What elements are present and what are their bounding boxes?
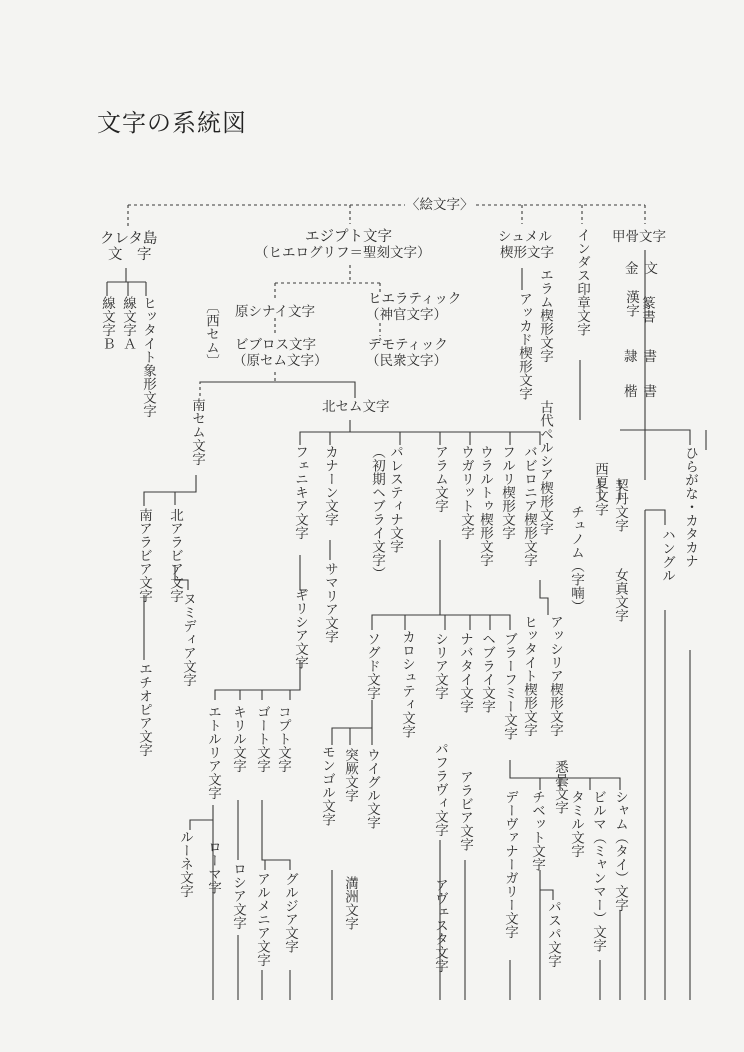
khitan-label: 契丹文字 (612, 478, 628, 532)
hanzi-label: 漢字 (623, 290, 639, 317)
rune-label: ルーネ文字 (177, 830, 193, 898)
north-semitic-split (300, 420, 440, 445)
indus-label: インダス印章文字 (574, 228, 590, 336)
hangul-label: ハングル (659, 528, 675, 582)
xixia-label: 西夏文字 (592, 462, 608, 516)
pahlavi-label: パフラヴィ文字 (432, 742, 448, 837)
byblos-link (200, 372, 275, 398)
ethiopic-label: エチオピア文字 (136, 662, 152, 757)
ugaritic-label: ウガリット文字 (458, 445, 474, 540)
sinhala-label: 悉曇文字 (552, 760, 568, 814)
zhuan-label: 篆書 (639, 296, 655, 323)
russian-label: ロシア文字 (230, 862, 246, 930)
devanagari-label: デーヴァナーガリー文字 (502, 790, 518, 939)
armenian-label: アルメニア文字 (254, 872, 270, 967)
south-semitic-link (144, 475, 196, 506)
china-branches (620, 250, 690, 480)
crete-label: クレタ島 (100, 231, 158, 247)
elam-label: エラム楔形文字 (537, 268, 553, 363)
palestinian-label-2: （初期ヘブライ文字） (369, 445, 385, 580)
demotic-label-2: （民衆文字） (366, 353, 447, 369)
phags-pa-label: パスパ文字 (545, 900, 561, 968)
west-semitic-label: 〔西セム〕 (203, 300, 219, 368)
demotic-label: デモティック (368, 337, 448, 353)
canaanite-label: カナーン文字 (322, 445, 338, 526)
proto-sinaitic-label: 原シナイ文字 (235, 304, 316, 320)
hebrew-label: ヘブライ文字 (479, 632, 495, 713)
akkad-label: アッカド楔形文字 (516, 292, 532, 400)
jurchen-label: 女真文字 (612, 568, 628, 622)
samaritan-label: サマリア文字 (322, 562, 338, 643)
cyrillic-label: キリル文字 (230, 705, 246, 773)
egypt-label: エジプト文字 (305, 229, 392, 245)
uighur-label: ウイグル文字 (364, 748, 380, 829)
etruscan-label: エトルリア文字 (205, 705, 221, 800)
south-arabian-label: 南アラビア文字 (136, 508, 152, 603)
nabataean-label: ナバタイ文字 (457, 632, 473, 713)
palestinian-label: パレスティナ文字 (387, 445, 403, 553)
phoenician-greek-link (300, 555, 306, 590)
hieratic-label: ヒエラティック (368, 291, 462, 307)
arabic-label: アラビア文字 (457, 770, 473, 851)
crete-branches (107, 268, 146, 296)
manchu-label: 満洲文字 (342, 876, 358, 930)
north-semitic-label: 北セム文字 (322, 399, 390, 415)
jiagu-label: 甲骨文字 (612, 229, 666, 245)
aramaic-label: アラム文字 (432, 445, 448, 513)
kai-label: 楷書 (624, 384, 663, 400)
thai-label: シャム（タイ）文字 (612, 790, 628, 912)
page-title: 文字の系統図 (97, 109, 247, 137)
sogdian-label: ソグド文字 (364, 632, 380, 700)
greek-label: ギリシア文字 (292, 588, 308, 669)
sumer-label: シュメル (498, 229, 552, 245)
kharosthi-label: カロシュティ文字 (399, 630, 415, 738)
egypt-branches (275, 265, 380, 300)
turkic-label: 突厥文字 (342, 748, 358, 802)
coptic-label: コプト文字 (275, 705, 291, 773)
babylonian-label: バビロニア楔形文字 (521, 445, 537, 567)
gothic-label: ゴート文字 (254, 705, 270, 773)
south-semitic-label: 南セム文字 (189, 398, 205, 466)
roman-label: ローマ字 (205, 840, 221, 894)
georgian-label: グルジア文字 (282, 872, 298, 953)
jinwen-label: 金文 (625, 261, 664, 277)
syriac-label: シリア文字 (432, 632, 448, 700)
byblos-label: ビブロス文字 (235, 337, 316, 353)
hittite-cuneiform-label: ヒッタイト楔形文字 (521, 615, 537, 737)
egypt-label-2: （ヒエログリフ＝聖刻文字） (255, 245, 431, 261)
hittite-hiero-label: ヒッタイト象形文字 (140, 296, 156, 418)
hurrian-label: フルリ楔形文字 (499, 445, 515, 540)
hiragana-label: ひらがな・カタカナ (682, 446, 698, 568)
li-label: 隷書 (624, 349, 663, 365)
mongol-label: モンゴル文字 (319, 745, 335, 826)
chu-nom-label: チュノム（字喃） (568, 505, 584, 613)
assyrian-label: アッシリア楔形文字 (547, 615, 563, 737)
burmese-label: ビルマ（ミャンマー）文字 (590, 790, 606, 952)
brahmi-label: ブラーフミー文字 (501, 632, 517, 740)
byblos-label-2: （原セム文字） (233, 353, 328, 369)
root-connector (128, 205, 645, 226)
linearB-label: 線文字Ｂ (99, 296, 115, 350)
tamil-label: タミル文字 (568, 790, 584, 858)
root-label: 〈絵文字〉 (406, 197, 474, 213)
avestan-label: アヴェスタ文字 (432, 878, 448, 973)
urartu-label: ウラルトゥ楔形文字 (477, 445, 493, 567)
linearA-label: 線文字Ａ (120, 296, 136, 350)
old-persian-label: 古代ペルシア楔形文字 (537, 400, 553, 535)
phoenician-label: フェニキア文字 (292, 445, 308, 540)
tibetan-label: チベット文字 (529, 790, 545, 871)
numidian-label: ヌミディア文字 (180, 592, 196, 687)
hieratic-label-2: （神官文字） (366, 307, 447, 323)
sumer-label-2: 楔形文字 (500, 245, 554, 261)
crete-label-2: 文 字 (108, 247, 152, 263)
north-arabian-label: 北アラビア文字 (167, 508, 183, 603)
